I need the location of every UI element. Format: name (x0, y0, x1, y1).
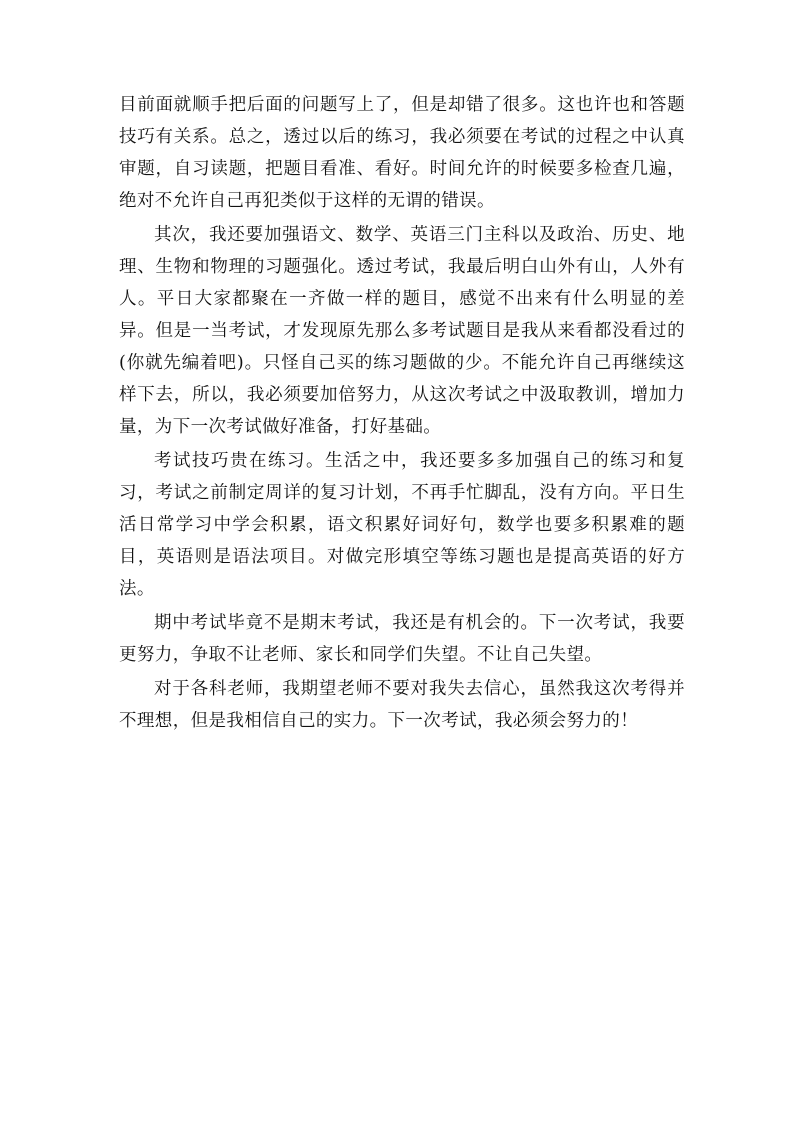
paragraph-1: 目前面就顺手把后面的问题写上了，但是却错了很多。这也许也和答题技巧有关系。总之，透过以后的练习，我必须要在考试的过程之中认真审题，自习读题，把题目看准、看好。时间允许的时候要多检查几遍，绝对不允许自己再犯类似于这样的无谓的错误。 (119, 95, 685, 211)
paragraph-4: 期中考试毕竟不是期末考试，我还是有机会的。下一次考试，我要更努力，争取不让老师、家长和同学们失望。不让自己失望。 (119, 613, 685, 665)
paragraph-5: 对于各科老师，我期望老师不要对我失去信心，虽然我这次考得并不理想，但是我相信自己的实力。下一次考试，我必须会努力的！ (119, 679, 685, 731)
paragraph-2: 其次，我还要加强语文、数学、英语三门主科以及政治、历史、地理、生物和物理的习题强化。透过考试，我最后明白山外有山，人外有人。平日大家都聚在一齐做一样的题目，感觉不出来有什么明显的差异。但是一当考试，才发现原先那么多考试题目是我从来看都没看过的(你就先编着吧)。只怪自己买的练习题做的少。不能允许自己再继续这样下去，所以，我必须要加倍努力，从这次考试之中汲取教训，增加力量，为下一次考试做好准备，打好基础。 (119, 225, 685, 437)
paragraph-3: 考试技巧贵在练习。生活之中，我还要多多加强自己的练习和复习，考试之前制定周详的复习计划，不再手忙脚乱，没有方向。平日生活日常学习中学会积累，语文积累好词好句，数学也要多积累难的题目，英语则是语法项目。对做完形填空等练习题也是提高英语的好方法。 (119, 451, 685, 599)
document-body (119, 89, 685, 739)
